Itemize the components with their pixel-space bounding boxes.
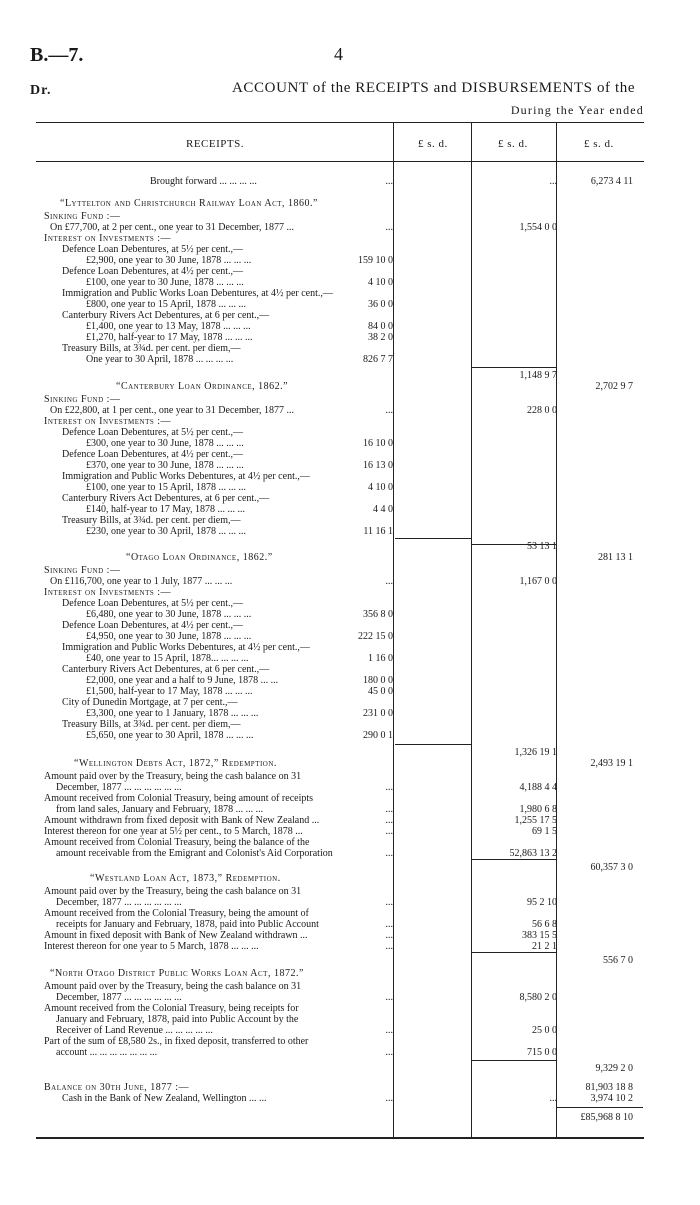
- line-text: Balance on 30th June, 1877 :—: [44, 1082, 190, 1093]
- amount-column-1: 1 16 0: [368, 653, 393, 664]
- amount-column-2: 383 15 5: [522, 930, 557, 941]
- line-text: Defence Loan Debentures, at 5½ per cent.,—: [62, 427, 244, 438]
- amount-column-3: 2,702 9 7: [595, 381, 633, 392]
- line-text: Defence Loan Debentures, at 4½ per cent.,—: [62, 449, 244, 460]
- amount-column-1: ...: [385, 848, 393, 859]
- amount-column-1: 84 0 0: [368, 321, 393, 332]
- amount-column-2: ...: [549, 1093, 557, 1104]
- total-rule: [557, 1107, 643, 1108]
- amount-column-2: 1,326 19 1: [514, 747, 557, 758]
- money-column-header-1: £ s. d.: [418, 138, 448, 150]
- line-text: On £22,800, at 1 per cent., one year to 31 December, 1877 ...: [50, 405, 294, 416]
- line-text: “Lyttelton and Christchurch Railway Loan Act, 1860.”: [60, 198, 318, 209]
- amount-column-2: 1,980 6 8: [519, 804, 557, 815]
- amount-column-1: 826 7 7: [363, 354, 393, 365]
- line-text: £4,950, one year to 30 June, 1878 ... ... ...: [86, 631, 252, 642]
- amount-column-1: ...: [385, 992, 393, 1003]
- line-text: On £77,700, at 2 per cent., one year to 31 December, 1877 ...: [50, 222, 294, 233]
- amount-column-2: ...: [549, 176, 557, 187]
- amount-column-2: 69 1 5: [532, 826, 557, 837]
- amount-column-3: 60,357 3 0: [590, 862, 633, 873]
- line-text: receipts for January and February, 1878, paid into Public Account: [56, 919, 319, 930]
- line-text: £230, one year to 30 April, 1878 ... ... ...: [86, 526, 246, 537]
- line-text: Canterbury Rivers Act Debentures, at 6 per cent.,—: [62, 493, 270, 504]
- line-text: One year to 30 April, 1878 ... ... ... ...: [86, 354, 234, 365]
- line-text: City of Dunedin Mortgage, at 7 per cent.,—: [62, 697, 238, 708]
- amount-column-1: 4 10 0: [368, 277, 393, 288]
- account-title: ACCOUNT of the RECEIPTS and DISBURSEMENTS of the: [232, 80, 636, 96]
- amount-column-1: ...: [385, 941, 393, 952]
- column-divider: [393, 123, 394, 1137]
- line-text: “Canterbury Loan Ordinance, 1862.”: [116, 381, 289, 392]
- line-text: Amount paid over by the Treasury, being the cash balance on 31: [44, 981, 302, 992]
- line-text: December, 1877 ... ... ... ... ... ...: [56, 992, 182, 1003]
- column-divider: [471, 123, 472, 1137]
- amount-column-2: 21 2 1: [532, 941, 557, 952]
- line-text: £2,900, one year to 30 June, 1878 ... ... ...: [86, 255, 252, 266]
- document-reference: B.—7.: [30, 44, 84, 66]
- amount-column-1: 222 15 0: [358, 631, 393, 642]
- line-text: Amount received from the Colonial Treasury, being the amount of: [44, 908, 309, 919]
- line-text: “Wellington Debts Act, 1872,” Redemption.: [74, 758, 277, 769]
- amount-column-1: 16 10 0: [363, 438, 393, 449]
- line-text: Canterbury Rivers Act Debentures, at 6 per cent.,—: [62, 310, 270, 321]
- line-text: “North Otago District Public Works Loan Act, 1872.”: [50, 968, 304, 979]
- amount-column-1: ...: [385, 576, 393, 587]
- amount-column-1: ...: [385, 1047, 393, 1058]
- amount-column-3: 81,903 18 8: [585, 1082, 633, 1093]
- amount-column-1: 356 8 0: [363, 609, 393, 620]
- line-text: Amount paid over by the Treasury, being the cash balance on 31: [44, 886, 302, 897]
- amount-column-3: 3,974 10 2: [590, 1093, 633, 1104]
- line-text: £1,270, half-year to 17 May, 1878 ... ... ...: [86, 332, 253, 343]
- amount-column-1: ...: [385, 897, 393, 908]
- subtotal-rule: [472, 1060, 556, 1061]
- line-text: Amount in fixed deposit with Bank of New Zealand withdrawn ...: [44, 930, 308, 941]
- line-text: Interest thereon for one year to 5 March, 1878 ... ... ...: [44, 941, 259, 952]
- line-text: Sinking Fund :—: [44, 565, 121, 576]
- amount-column-2: 1,167 0 0: [519, 576, 557, 587]
- line-text: amount receivable from the Emigrant and Colonist's Aid Corporation: [56, 848, 333, 859]
- line-text: £100, one year to 15 April, 1878 ... ... ...: [86, 482, 246, 493]
- line-text: from land sales, January and February, 1878 ... ... ...: [56, 804, 264, 815]
- amount-column-1: ...: [385, 815, 393, 826]
- receipts-column-header: RECEIPTS.: [186, 138, 244, 150]
- amount-column-1: 45 0 0: [368, 686, 393, 697]
- line-text: December, 1877 ... ... ... ... ... ...: [56, 782, 182, 793]
- line-text: Amount paid over by the Treasury, being the cash balance on 31: [44, 771, 302, 782]
- line-text: On £116,700, one year to 1 July, 1877 ... ... ...: [50, 576, 233, 587]
- line-text: Treasury Bills, at 3¾d. per cent. per diem,—: [62, 719, 241, 730]
- money-column-header-3: £ s. d.: [584, 138, 614, 150]
- amount-column-1: ...: [385, 930, 393, 941]
- amount-column-1: 11 16 1: [363, 526, 393, 537]
- line-text: Defence Loan Debentures, at 4½ per cent.,—: [62, 266, 244, 277]
- line-text: “Westland Loan Act, 1873,” Redemption.: [90, 873, 281, 884]
- line-text: Interest on Investments :—: [44, 233, 172, 244]
- line-text: Defence Loan Debentures, at 5½ per cent.,—: [62, 244, 244, 255]
- line-text: Amount received from Colonial Treasury, being the balance of the: [44, 837, 310, 848]
- line-text: £6,480, one year to 30 June, 1878 ... ... ...: [86, 609, 252, 620]
- line-text: Amount withdrawn from fixed deposit with Bank of New Zealand ...: [44, 815, 320, 826]
- amount-column-1: ...: [385, 919, 393, 930]
- amount-column-1: 16 13 0: [363, 460, 393, 471]
- line-text: £100, one year to 30 June, 1878 ... ... ...: [86, 277, 244, 288]
- line-text: £800, one year to 15 April, 1878 ... ... ...: [86, 299, 246, 310]
- amount-column-1: 4 10 0: [368, 482, 393, 493]
- amount-column-2: 228 0 0: [527, 405, 557, 416]
- subtotal-rule: [472, 544, 556, 545]
- amount-column-1: ...: [385, 176, 393, 187]
- amount-column-3: 556 7 0: [603, 955, 633, 966]
- amount-column-2: 4,188 4 4: [519, 782, 557, 793]
- line-text: Amount received from Colonial Treasury, being amount of receipts: [44, 793, 314, 804]
- amount-column-1: ...: [385, 782, 393, 793]
- line-text: £1,400, one year to 13 May, 1878 ... ... ...: [86, 321, 251, 332]
- line-text: Interest thereon for one year at 5½ per cent., to 5 March, 1878 ...: [44, 826, 303, 837]
- line-text: Immigration and Public Works Debentures, at 4½ per cent.,—: [62, 642, 310, 653]
- subtotal-rule: [472, 367, 556, 368]
- line-text: Immigration and Public Works Loan Debentures, at 4½ per cent.,—: [62, 288, 333, 299]
- amount-column-1: ...: [385, 405, 393, 416]
- amount-column-2: 56 6 8: [532, 919, 557, 930]
- line-text: Interest on Investments :—: [44, 587, 172, 598]
- subtotal-rule: [395, 538, 471, 539]
- amount-column-2: 53 13 1: [527, 541, 557, 552]
- amount-column-1: 290 0 1: [363, 730, 393, 741]
- line-text: January and February, 1878, paid into Public Account by the: [56, 1014, 299, 1025]
- amount-column-3: £85,968 8 10: [580, 1112, 633, 1123]
- amount-column-1: ...: [385, 1025, 393, 1036]
- amount-column-2: 715 0 0: [527, 1047, 557, 1058]
- line-text: Defence Loan Debentures, at 5½ per cent.,—: [62, 598, 244, 609]
- amount-column-2: 1,255 17 5: [514, 815, 557, 826]
- amount-column-2: 25 0 0: [532, 1025, 557, 1036]
- line-text: December, 1877 ... ... ... ... ... ...: [56, 897, 182, 908]
- debit-marker: Dr.: [30, 83, 52, 98]
- line-text: Receiver of Land Revenue ... ... ... ... ...: [56, 1025, 213, 1036]
- line-text: Treasury Bills, at 3¾d. per cent. per diem,—: [62, 343, 241, 354]
- amount-column-1: 231 0 0: [363, 708, 393, 719]
- line-text: “Otago Loan Ordinance, 1862.”: [126, 552, 273, 563]
- line-text: Amount received from the Colonial Treasury, being receipts for: [44, 1003, 299, 1014]
- amount-column-2: 95 2 10: [527, 897, 557, 908]
- amount-column-3: 2,493 19 1: [590, 758, 633, 769]
- line-text: account ... ... ... ... ... ... ...: [56, 1047, 158, 1058]
- line-text: Treasury Bills, at 3¾d. per cent. per diem,—: [62, 515, 241, 526]
- money-column-header-2: £ s. d.: [498, 138, 528, 150]
- amount-column-3: 6,273 4 11: [590, 176, 633, 187]
- amount-column-1: ...: [385, 1093, 393, 1104]
- line-text: £40, one year to 15 April, 1878... ... ... ...: [86, 653, 249, 664]
- amount-column-1: 159 10 0: [358, 255, 393, 266]
- amount-column-2: 1,148 9 7: [519, 370, 557, 381]
- line-text: £140, half-year to 17 May, 1878 ... ... ...: [86, 504, 246, 515]
- header-rule: [36, 161, 644, 162]
- subtotal-rule: [472, 859, 556, 860]
- line-text: Immigration and Public Works Debentures, at 4½ per cent.,—: [62, 471, 310, 482]
- line-text: Interest on Investments :—: [44, 416, 172, 427]
- subtotal-rule: [472, 952, 556, 953]
- line-text: Defence Loan Debentures, at 4½ per cent.,—: [62, 620, 244, 631]
- amount-column-3: 281 13 1: [598, 552, 633, 563]
- line-text: £3,300, one year to 1 January, 1878 ... ... ...: [86, 708, 259, 719]
- line-text: £1,500, half-year to 17 May, 1878 ... ... ...: [86, 686, 253, 697]
- amount-column-2: 1,554 0 0: [519, 222, 557, 233]
- page-number: 4: [334, 44, 343, 64]
- line-text: Sinking Fund :—: [44, 394, 121, 405]
- amount-column-2: 8,580 2 0: [519, 992, 557, 1003]
- subtotal-rule: [395, 744, 471, 745]
- amount-column-2: 52,863 13 2: [509, 848, 557, 859]
- line-text: Cash in the Bank of New Zealand, Wellington ... ...: [62, 1093, 267, 1104]
- line-text: £300, one year to 30 June, 1878 ... ... ...: [86, 438, 244, 449]
- line-text: Brought forward ... ... ... ...: [150, 176, 257, 187]
- amount-column-1: 4 4 0: [373, 504, 393, 515]
- amount-column-1: ...: [385, 826, 393, 837]
- line-text: Part of the sum of £8,580 2s., in fixed deposit, transferred to other: [44, 1036, 309, 1047]
- column-divider: [556, 123, 557, 1137]
- line-text: £2,000, one year and a half to 9 June, 1878 ... ...: [86, 675, 279, 686]
- line-text: Sinking Fund :—: [44, 211, 121, 222]
- amount-column-3: 9,329 2 0: [595, 1063, 633, 1074]
- amount-column-1: ...: [385, 804, 393, 815]
- account-subtitle: During the Year ended: [510, 103, 644, 117]
- amount-column-1: 38 2 0: [368, 332, 393, 343]
- line-text: £5,650, one year to 30 April, 1878 ... ... ...: [86, 730, 254, 741]
- line-text: £370, one year to 30 June, 1878 ... ... ...: [86, 460, 244, 471]
- amount-column-1: 180 0 0: [363, 675, 393, 686]
- amount-column-1: ...: [385, 222, 393, 233]
- amount-column-1: 36 0 0: [368, 299, 393, 310]
- line-text: Canterbury Rivers Act Debentures, at 6 per cent.,—: [62, 664, 270, 675]
